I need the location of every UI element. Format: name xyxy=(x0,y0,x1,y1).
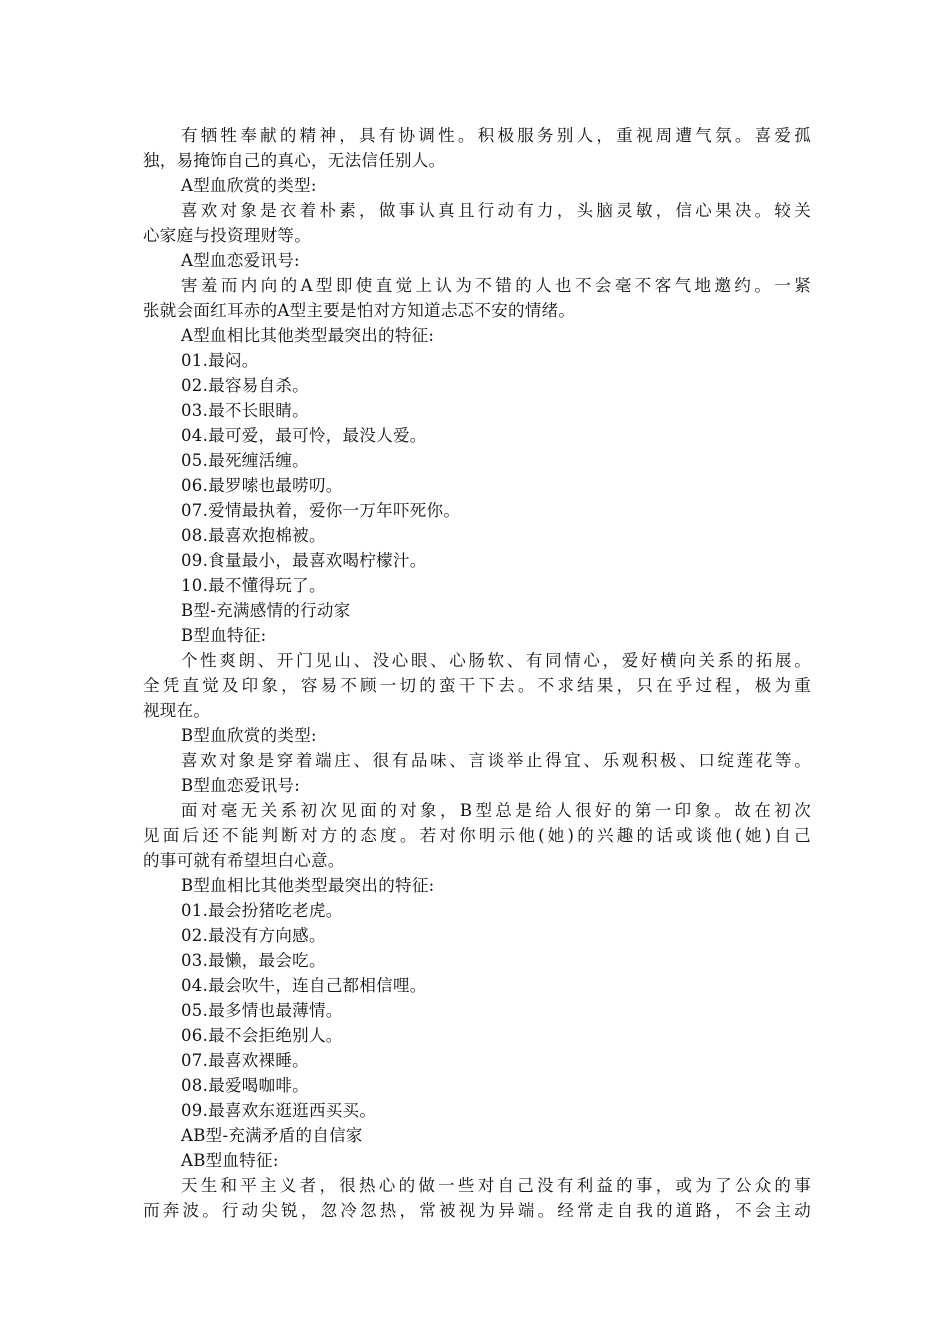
section-title-b: B型-充满感情的行动家 xyxy=(181,601,351,620)
text-line-29: 见面后还不能判断对方的态度。若对你明示他(她)的兴趣的话或谈他(她)自己 xyxy=(143,826,811,845)
heading-a-traits: A型血相比其他类型最突出的特征: xyxy=(181,326,435,345)
list-item: 09.最喜欢东逛逛西买买。 xyxy=(181,1101,377,1120)
heading-a-love-signal: A型血恋爱讯号: xyxy=(181,251,300,270)
text-line-26: 喜欢对象是穿着端庄、很有品味、言谈举止得宜、乐观积极、口绽莲花等。 xyxy=(181,751,811,770)
list-item: 02.最没有方向感。 xyxy=(181,926,326,945)
list-item: 02.最容易自杀。 xyxy=(181,376,309,395)
heading-b-traits: B型血相比其他类型最突出的特征: xyxy=(181,876,435,895)
text-line-28: 面对毫无关系初次见面的对象，B型总是给人很好的第一印象。故在初次 xyxy=(181,801,811,820)
list-item: 05.最多情也最薄情。 xyxy=(181,1001,343,1020)
list-item: 06.最不会拒绝别人。 xyxy=(181,1026,343,1045)
list-item: 10.最不懂得玩了。 xyxy=(181,576,326,595)
text-line-5: 心家庭与投资理财等。 xyxy=(143,226,311,245)
list-item: 09.食量最小，最喜欢喝柠檬汁。 xyxy=(181,551,427,570)
list-item: 08.最爱喝咖啡。 xyxy=(181,1076,309,1095)
text-line-7: 害羞而内向的A型即使直觉上认为不错的人也不会毫不客气地邀约。一紧 xyxy=(181,276,811,295)
text-line-8: 张就会面红耳赤的A型主要是怕对方知道忐忑不安的情绪。 xyxy=(143,301,576,320)
list-item: 06.最罗嗦也最唠叨。 xyxy=(181,476,343,495)
text-line-44: 而奔波。行动尖锐，忽冷忽热，常被视为异端。经常走自我的道路，不会主动 xyxy=(143,1201,811,1220)
text-line-22: 个性爽朗、开门见山、没心眼、心肠软、有同情心，爱好横向关系的拓展。 xyxy=(181,651,811,670)
list-item: 08.最喜欢抱棉被。 xyxy=(181,526,326,545)
text-line-43: 天生和平主义者，很热心的做一些对自己没有利益的事，或为了公众的事 xyxy=(181,1176,811,1195)
text-line-2: 独，易掩饰自己的真心，无法信任别人。 xyxy=(143,151,446,170)
text-line-4: 喜欢对象是衣着朴素，做事认真且行动有力，头脑灵敏，信心果决。较关 xyxy=(181,201,811,220)
heading-a-appreciation: A型血欣赏的类型: xyxy=(181,176,317,195)
list-item: 03.最不长眼睛。 xyxy=(181,401,309,420)
list-item: 01.最闷。 xyxy=(181,351,259,370)
list-item: 04.最会吹牛，连自己都相信哩。 xyxy=(181,976,427,995)
heading-ab-features: AB型血特征: xyxy=(181,1151,279,1170)
text-line-1: 有牺牲奉献的精神，具有协调性。积极服务别人，重视周遭气氛。喜爱孤 xyxy=(181,126,811,145)
heading-b-appreciation: B型血欣赏的类型: xyxy=(181,726,317,745)
list-item: 07.最喜欢裸睡。 xyxy=(181,1051,309,1070)
text-line-24: 视现在。 xyxy=(143,701,211,720)
heading-b-features: B型血特征: xyxy=(181,626,267,645)
text-line-23: 全凭直觉及印象，容易不顾一切的蛮干下去。不求结果，只在乎过程，极为重 xyxy=(143,676,811,695)
list-item: 07.爱情最执着，爱你一万年吓死你。 xyxy=(181,501,461,520)
list-item: 03.最懒，最会吃。 xyxy=(181,951,326,970)
section-title-ab: AB型-充满矛盾的自信家 xyxy=(181,1126,363,1145)
document-body xyxy=(143,123,811,1223)
list-item: 04.最可爱，最可怜，最没人爱。 xyxy=(181,426,427,445)
text-line-30: 的事可就有希望坦白心意。 xyxy=(143,851,345,870)
heading-b-love-signal: B型血恋爱讯号: xyxy=(181,776,301,795)
list-item: 05.最死缠活缠。 xyxy=(181,451,309,470)
list-item: 01.最会扮猪吃老虎。 xyxy=(181,901,343,920)
